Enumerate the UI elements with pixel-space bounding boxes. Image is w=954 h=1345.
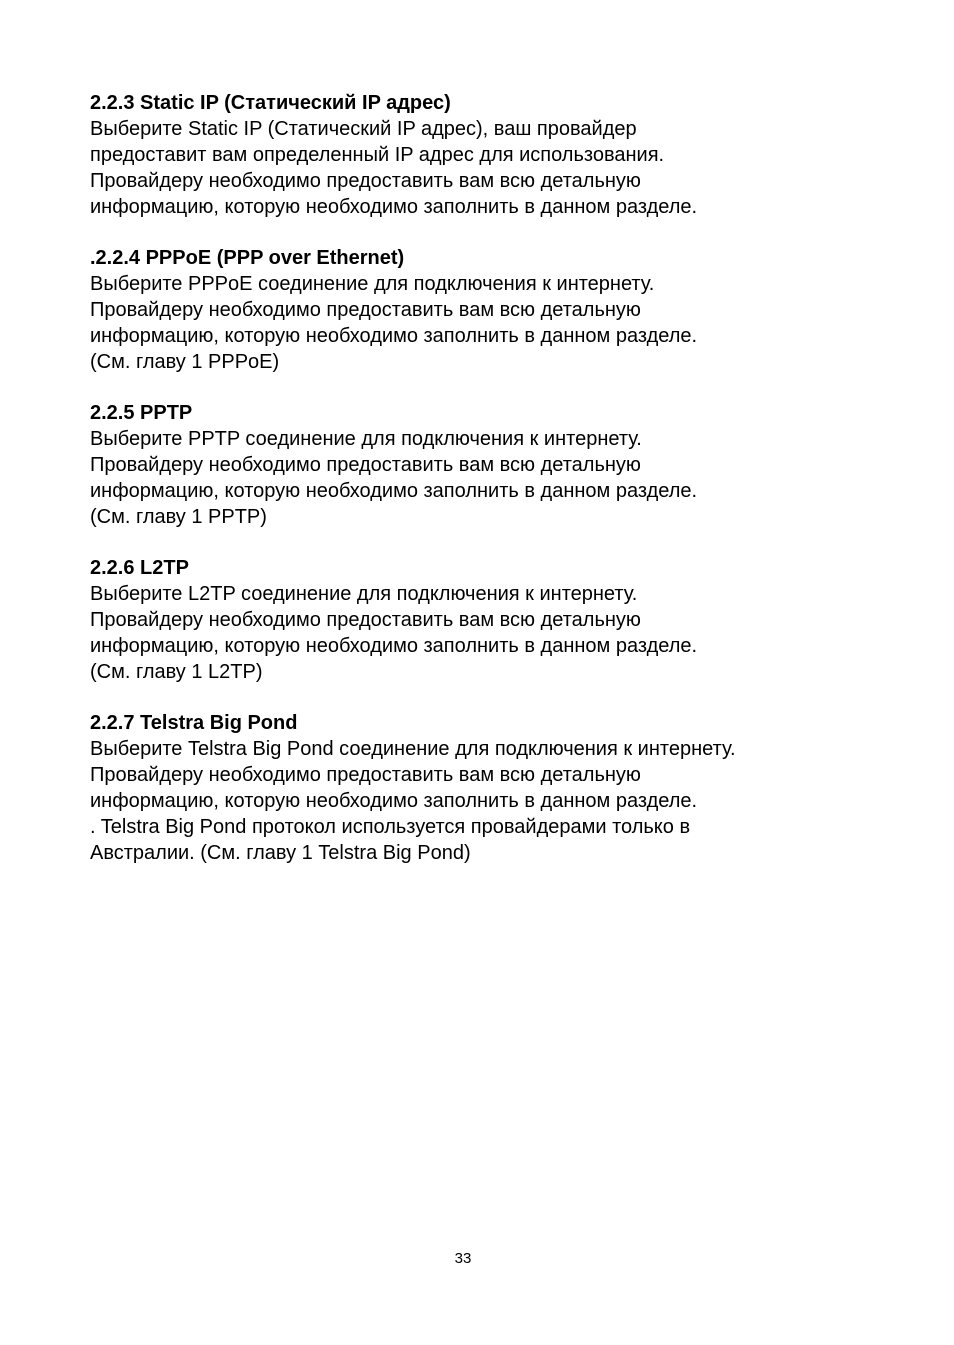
paragraph-line: Выберите PPPoE соединение для подключения к интернету. bbox=[90, 273, 655, 295]
section-l2tp bbox=[90, 555, 890, 685]
section-heading: 2.2.3 Static IP (Статический IP адрес) bbox=[90, 92, 451, 114]
paragraph-line: информацию, которую необходимо заполнить в данном разделе. bbox=[90, 480, 698, 502]
paragraph-line: Провайдеру необходимо предоставить вам всю детальную bbox=[90, 609, 641, 631]
section-pppoe bbox=[90, 245, 890, 375]
paragraph-line: предоставит вам определенный IP адрес для использования. bbox=[90, 144, 665, 166]
page-number: 33 bbox=[454, 1250, 472, 1267]
paragraph-line: Австралии. (См. главу 1 Telstra Big Pond) bbox=[90, 842, 471, 864]
paragraph-line: информацию, которую необходимо заполнить в данном разделе. bbox=[90, 790, 698, 812]
paragraph-line: Провайдеру необходимо предоставить вам всю детальную bbox=[90, 299, 641, 321]
paragraph-line: Выберите Telstra Big Pond соединение для подключения к интернету. bbox=[90, 738, 736, 760]
paragraph-line: информацию, которую необходимо заполнить в данном разделе. bbox=[90, 196, 698, 218]
paragraph-line: Провайдеру необходимо предоставить вам всю детальную bbox=[90, 454, 641, 476]
paragraph-line: Провайдеру необходимо предоставить вам всю детальную bbox=[90, 170, 641, 192]
paragraph-line: Выберите PPTP соединение для подключения к интернету. bbox=[90, 428, 642, 450]
paragraph-line: (См. главу 1 PPPoE) bbox=[90, 351, 280, 373]
paragraph-line: информацию, которую необходимо заполнить в данном разделе. bbox=[90, 325, 698, 347]
section-heading: 2.2.6 L2TP bbox=[90, 557, 189, 579]
section-pptp bbox=[90, 400, 890, 530]
paragraph-line: (См. главу 1 PPTP) bbox=[90, 506, 267, 528]
section-static-ip bbox=[90, 90, 890, 220]
page-content bbox=[90, 90, 890, 891]
paragraph-line: информацию, которую необходимо заполнить в данном разделе. bbox=[90, 635, 698, 657]
paragraph-line: Выберите Static IP (Статический IP адрес), ваш провайдер bbox=[90, 118, 637, 140]
section-heading: 2.2.5 PPTP bbox=[90, 402, 193, 424]
paragraph-line: . Telstra Big Pond протокол используется провайдерами только в bbox=[90, 816, 691, 838]
section-heading: .2.2.4 PPPoE (PPP over Ethernet) bbox=[90, 247, 405, 269]
section-telstra-big-pond bbox=[90, 710, 890, 866]
section-heading: 2.2.7 Telstra Big Pond bbox=[90, 712, 298, 734]
paragraph-line: Провайдеру необходимо предоставить вам всю детальную bbox=[90, 764, 641, 786]
paragraph-line: (См. главу 1 L2TP) bbox=[90, 661, 263, 683]
paragraph-line: Выберите L2TP соединение для подключения к интернету. bbox=[90, 583, 638, 605]
